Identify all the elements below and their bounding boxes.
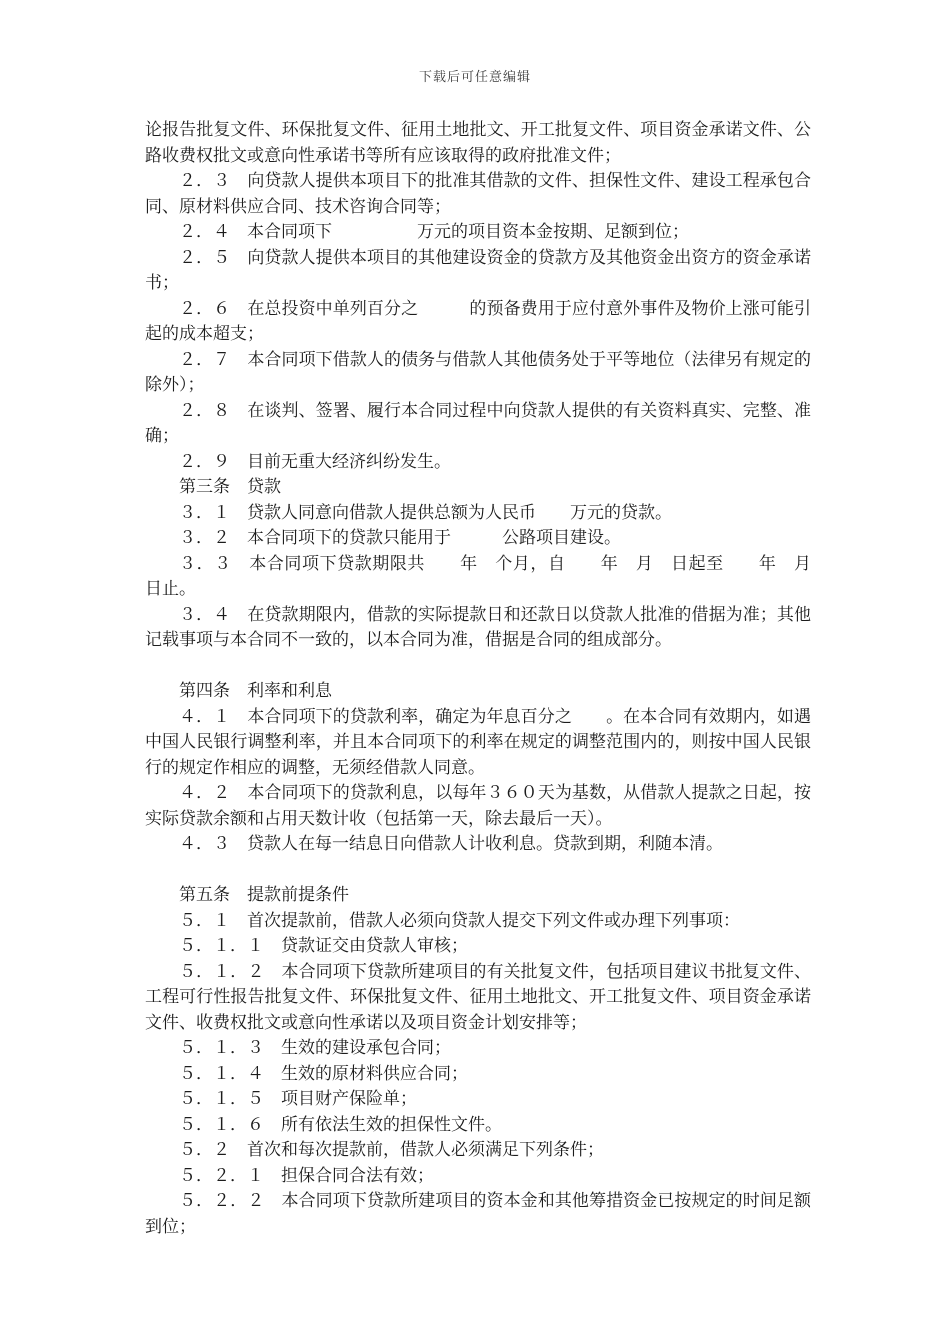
- blank-line: [145, 857, 811, 883]
- paragraph: ２．７ 本合同项下借款人的债务与借款人其他债务处于平等地位（法律另有规定的除外）；: [145, 349, 811, 394]
- section-heading: 第四条 利率和利息: [179, 681, 332, 700]
- paragraph: ５．２ 首次和每次提款前，借款人必须满足下列条件；: [179, 1140, 604, 1159]
- page-header: 下载后可任意编辑: [418, 69, 531, 84]
- document-body: [145, 117, 828, 1239]
- paragraph: ２．６ 在总投资中单列百分之 的预备费用于应付意外事件及物价上涨可能引起的成本超支；: [145, 298, 811, 343]
- paragraph: ４．１ 本合同项下的贷款利率，确定为年息百分之 。在本合同有效期内，如遇中国人民银行调整利率，并且本合同项下的利率在规定的调整范围内的，则按中国人民银行的规定作相应的调整，无须经借款人同意。: [145, 706, 811, 777]
- blank-line: [145, 653, 811, 679]
- paragraph: ３．４ 在贷款期限内，借款的实际提款日和还款日以贷款人批准的借据为准；其他记载事项与本合同不一致的，以本合同为准，借据是合同的组成部分。: [145, 604, 811, 649]
- paragraph: ３．１ 贷款人同意向借款人提供总额为人民币 万元的贷款。: [179, 502, 672, 522]
- paragraph: ５．１．１ 贷款证交由贷款人审核；: [179, 936, 468, 955]
- paragraph: ３．３ 本合同项下贷款期限共 年 个月，自 年 月 日起至 年 月 日止。: [145, 553, 828, 598]
- paragraph: ２．４ 本合同项下 万元的项目资本金按期、足额到位；: [179, 222, 689, 241]
- paragraph: 论报告批复文件、环保批复文件、征用土地批文、开工批复文件、项目资金承诺文件、公路收费权批文或意向性承诺书等所有应该取得的政府批准文件；: [145, 120, 811, 165]
- paragraph: ３．２ 本合同项下的贷款只能用于 公路项目建设。: [179, 528, 621, 547]
- paragraph: ２．３ 向贷款人提供本项目下的批准其借款的文件、担保性文件、建设工程承包合同、原材料供应合同、技术咨询合同等；: [145, 171, 811, 216]
- section-heading: 第五条 提款前提条件: [179, 885, 349, 904]
- paragraph: ５．１．２ 本合同项下贷款所建项目的有关批复文件，包括项目建议书批复文件、工程可行性报告批复文件、环保批复文件、征用土地批文、开工批复文件、项目资金承诺文件、收费权批文或意向性承诺以及项目资金计划安排等；: [145, 961, 811, 1032]
- paragraph: ５．１．６ 所有依法生效的担保性文件。: [179, 1114, 502, 1134]
- paragraph: ４．２ 本合同项下的贷款利息，以每年３６０天为基数，从借款人提款之日起，按实际贷款余额和占用天数计收（包括第一天，除去最后一天）。: [145, 783, 811, 828]
- paragraph: ５．１．３ 生效的建设承包合同；: [179, 1038, 451, 1057]
- paragraph: ４．３ 贷款人在每一结息日向借款人计收利息。贷款到期，利随本清。: [179, 834, 723, 853]
- section-heading: 第三条 贷款: [179, 477, 281, 496]
- paragraph: ５．１ 首次提款前，借款人必须向贷款人提交下列文件或办理下列事项：: [179, 910, 740, 930]
- paragraph: ５．１．５ 项目财产保险单；: [179, 1089, 417, 1108]
- paragraph: ５．２．１ 担保合同合法有效；: [179, 1165, 434, 1185]
- paragraph: ２．９ 目前无重大经济纠纷发生。: [179, 451, 451, 471]
- paragraph: ２．８ 在谈判、签署、履行本合同过程中向贷款人提供的有关资料真实、完整、准确；: [145, 400, 811, 445]
- paragraph: ２．５ 向贷款人提供本项目的其他建设资金的贷款方及其他资金出资方的资金承诺书；: [145, 247, 811, 292]
- paragraph: ５．１．４ 生效的原材料供应合同；: [179, 1063, 468, 1083]
- paragraph: ５．２．２ 本合同项下贷款所建项目的资本金和其他筹措资金已按规定的时间足额到位；: [145, 1191, 811, 1236]
